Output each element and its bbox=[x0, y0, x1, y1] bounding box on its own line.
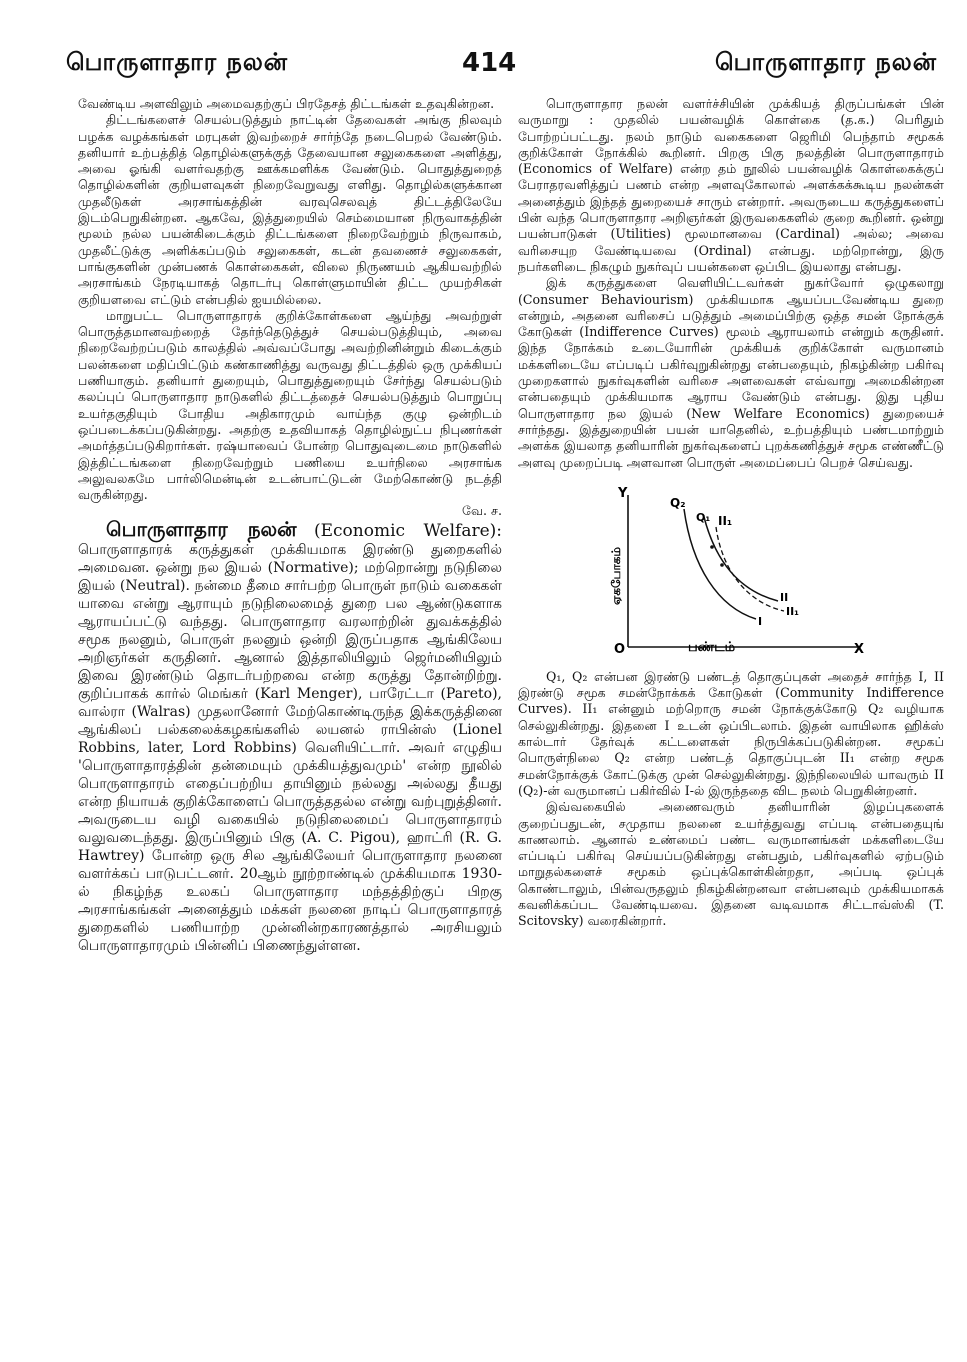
x-axis-label: பண்டம் bbox=[688, 639, 736, 655]
right-column bbox=[518, 96, 944, 930]
caption-text: Q₁, Q₂ என்பன இரண்டு பண்டத் தொகுப்புகள் அதைச் சார்ந்த I, II இரண்டு சமூக சமன்நோக்கக் கோடுகள் (Community Indifference Curves). II₁ என்னும் மற்றொரு சமன் நோக்குக்கோடு Q₂ வழியாக செல்லுகின்றது. இதனை I உடன் ஒப்பிடலாம். இதன் வாயிலாக ஹிக்ஸ் கால்டார் தேர்வுக் கட்டளைகள் நிருபிக்கப்படுகின்றன. சமூகப் பொருள்நிலை Q₂ என்ற பண்டத் தொகுப்புடன் II₁ என்ற சமூக சமன்நோக்குக் கோட்டுக்கு முன் செல்லுகின்றது. இந்நிலையில் யாவரும் II (Q₂)-ன் வருமானப் பகிர்வில் I-ல் இருந்ததை விட நலம் பெறுகின்றனர். bbox=[518, 668, 944, 798]
y-axis-letter: Y bbox=[618, 486, 628, 501]
origin-label: O bbox=[614, 641, 626, 657]
paragraph: பொருளாதார நலன் வளர்ச்சியின் முக்கியத் திருப்பங்கள் பின் வருமாறு : முதலில் பயன்வழிக் கொள்கை (த.க.) பெரிதும் போற்றப்பட்டது. நலம் நாடும் வகைகளை ஜெரிமி பெந்தாம் சமூகக் குறிக்கோள் நோக்கில் கூறினர். பிறகு பிகு நலத்தின் பொருளாதாரம் (Economics of Welfare) என்ற தம் நூலில் பயன்வழிக் கொள்கைக்குப் பேராதரவளித்துப் பணம் என்ற அளவுகோலால் அளக்கக்கூடிய நலன்கள் அனைத்தும் இந்தத் துறையைச் சாரும் என்றார். அவருடைய கருத்துகளைப் பின் வந்த பொருளாதார அறிஞர்கள் இருவகைகளில் குறை கூறினர். ஒன்று பயன்பாடுகள் (Utilities) மூலமானவை (Cardinal) அல்ல; அவை வரிசையுற வேண்டியவை (Ordinal) என்பது. மற்றொன்று, இரு நபர்களிடை நிகழும் நுகர்வுப் பயன்களை ஒப்பிட இயலாது என்பது. bbox=[518, 96, 944, 274]
curve-ii bbox=[704, 517, 778, 601]
running-head-right: பொருளாதார நலன் bbox=[714, 48, 937, 76]
point-q1 bbox=[720, 563, 724, 567]
label-q1: Q₁ bbox=[696, 510, 711, 524]
page-number: 414 bbox=[462, 48, 517, 78]
paragraph: இக் கருத்துகளை வெளியிட்டவர்கள் நுகர்வோர் ஒழுகலாறு (Consumer Behaviourism) முக்கியமாக ஆயப்படவேண்டிய துறை என்றும், அதனை வரிசைப் படுத்தும் அமைப்பிற்கு ஒத்த சமன் நோக்குக் கோடுகள் (Indifference Curves) மூலம் ஆராயலாம் என்றும் கருதினர். இந்த நோக்கம் உடையோரின் முக்கியக் குறிக்கோள் வருமானம் மக்களிடையே எப்படிப் பகிர்வுறுகின்றது என்பதையும், நிகழ்கின்ற பகிர்வு முறைகளால் நுகர்வுகளின் வரிசை அளவைகள் எவ்வாறு அமைகின்றன என்பதையும் முக்கியமாக ஆராய வேண்டும் என்பது. இது புதிய பொருளாதார நல இயல் (New Welfare Economics) துறையைச் சார்ந்தது. இத்துறையின் பயன் யாதெனில், உற்பத்தியும் பண்டமாற்றும் அளக்க இயலாத தனியாரின் நுகர்வுகளைப் புறக்கணித்துச் சமூக எண்ணீட்டு அளவு முறைப்படி அளவான பொருள் அமைப்பைப் பெறச் செய்வது. bbox=[518, 275, 944, 470]
point-q2 bbox=[710, 545, 714, 549]
entry-heading bbox=[78, 516, 503, 955]
paragraph: இவ்வகையில் அணைவரும் தனியாரின் இழப்புகளைக் குறைப்பதுடன், சமுதாய நலனை உயர்த்துவது எப்படி என்பதையுங் காணலாம். ஆனால் உண்மைப் பண்ட வருமானங்கள் மக்களிடையே எப்படிப் பகிர்வு செய்யப்படுகின்றது என்பதும், பகிர்வுகளில் ஏற்படும் மாறுதல்களைச் சமூகம் ஒப்புக்கொள்கின்றதா, அப்படி ஒப்புக் கொண்டாலும், பின்வருதலும் நிகழ்கின்றனவா என்பனவும் முக்கியமாகக் கவனிக்கப்பட வேண்டியவை. இதனை வடிவமாக சிட்டாவ்ஸ்கி (T. Scitovsky) வரைகின்றார். bbox=[518, 799, 944, 929]
paragraph: வேண்டிய அளவிலும் அமைவதற்குப் பிரதேசத் திட்டங்கள் உதவுகின்றன. bbox=[78, 96, 495, 111]
entry-body: பொருளாதாரக் கருத்துகள் முக்கியமாக இரண்டு துறைகளில் அமைவன. ஒன்று நல இயல் (Normative); மற்றொன்று நடுநிலை இயல் (Neutral). நன்மை தீமை சார்பற்ற பொருள் நாடும் வகைகள் யாவை என்று ஆராயும் நடுநிலைமைத் துறை பல ஆண்டுகளாக ஆராயப்பட்டு வந்தது. பொருளாதார வரலாற்றின் துவக்கத்தில் சமூக நலனும், பொருள் நலனும் ஒன்றி இருப்பதாக ஆங்கிலேய அறிஞர்கள் கருதினர். ஆனால் இத்தாலியிலும் ஜெர்மனியிலும் இவை இரண்டும் தொடர்பற்றவை என்ற கருத்து தோன்றிற்று. குறிப்பாகக் கார்ல் மெங்கர் (Karl Menger), பாரேட்டா (Pareto), வால்ரா (Walras) முதலானோர் மேற்கொண்டிருந்த இக்கருத்தினை ஆங்கிலப் பல்கலைக்கழகங்களில் லயனல் ராபின்ஸ் (Lionel Robbins, later, Lord Robbins) வெளியிட்டார். அவர் எழுதிய 'பொருளாதாரத்தின் தன்மையும் முக்கியத்துவமும்' என்ற நூலில் பொருளாதாரம் எதைப்பற்றிய தாயினும் நல்லது அல்லது தீயது என்ற நியாயக் குறிக்கோளைப் பொருத்ததல்ல என்று வற்புறுத்தினர். அவருடைய வழி வகையில் நடுநிலைமைப் பொருளாதாரம் வலுவடைந்தது. இருப்பினும் பிகு (A. C. Pigou), ஹாட்ரி (R. G. Hawtrey) போன்ற ஒரு சில ஆங்கிலேயர் பொருளாதார நலனை வளர்க்கப் பாடுபட்டனர். 20ஆம் நூற்றாண்டில் முக்கியமாக 1930-ல் நிகழ்ந்த உலகப் பொருளாதார மந்தத்திற்குப் பிறகு அரசாங்கங்கள் அனைத்தும் மக்கள் நலனை நாடிப் பொருளாதாரத் துறைகளில் பணியாற்ற முன்னின்றகாரணத்தால் அரசியலும் பொருளாதாரமும் பின்னிப் பிணைந்துள்ளன. bbox=[78, 541, 502, 954]
entry-term-english: (Economic Welfare): bbox=[313, 520, 503, 541]
label-ii1-top: II₁ bbox=[718, 513, 733, 528]
y-axis-label: ஏகபோகம் bbox=[609, 546, 623, 605]
label-i: I bbox=[758, 614, 763, 628]
label-q2: Q₂ bbox=[670, 495, 686, 510]
running-head-left: பொருளாதார நலன் bbox=[66, 48, 289, 76]
paragraph: திட்டங்களைச் செயல்படுத்தும் நாட்டின் தேவைகள் அங்கு நிலவும் பழக்க வழக்கங்கள் மரபுகள் இவற்றைச் சார்ந்தே நடைபெறல் வேண்டும். தனியார் உற்பத்தித் தொழில்களுக்குத் தேவையான சலுகைகளை அளித்து, அவை ஓங்கி வளர்வதற்கு ஊக்கமளிக்க வேண்டும். பொதுத்துறைத் தொழில்களின் குறியளவுகள் நிறைவேறுவது எளிது. தொழில்களுக்கான முதலீடுகள் அரசாங்கத்தின் வரவுசெலவுத் திட்டத்திலேயே இடம்பெறுகின்றன. ஆகவே, இத்துறையில் செம்மையான நிருவாகத்தின் மூலம் நல்ல பயன்கிடைக்கும் திட்டங்களை நிறைவேற்றும் நிருவாகம், முதலீட்டுக்கு அளிக்கப்படும் சலுகைகள், கடன் தவணைச் சலுகைகள், பாங்குகளின் முன்பணக் கொள்கைகள், விலை நிருணயம் ஆகியவற்றில் அரசாங்கம் நேரடியாகத் தொடர்பு கொள்ளுமாயின் திட்ட முயற்சிகள் குறியளவை எட்டும் என்பதில் ஐயமில்லை. bbox=[78, 112, 503, 307]
label-ii1-bottom: II₁ bbox=[786, 604, 800, 618]
entry-term: பொருளாதார நலன் bbox=[106, 516, 297, 541]
figure-caption bbox=[518, 669, 944, 799]
label-ii: II bbox=[780, 590, 789, 604]
paragraph: மாறுபட்ட பொருளாதாரக் குறிக்கோள்களை ஆய்ந்து அவற்றுள் பொருத்தமானவற்றைத் தேர்ந்தெடுத்துச் செயல்படுத்தியும், அவை நிறைவேற்றப்படும் காலத்தில் அவ்வப்போது அவற்றினின்றும் கிடைக்கும் பலன்களை மதிப்பிட்டும் கண்காணித்து வருவது திட்டத்தில் ஒரு முக்கியப் பணியாகும். தனியார் துறையும், பொதுத்துறையும் சேர்ந்து செயல்படும் கலப்புப் பொருளாதார நாடுகளில் திட்டத்தைச் செயல்படுத்தும் பொறுப்பு உயர்தகுதியும் போதிய அதிகாரமும் வாய்ந்த குழு ஒன்றிடம் ஒப்படைக்கப்படுகின்றது. அதற்கு உதவியாகத் தொழில்நுட்ப நிபுணர்கள் அமர்த்தப்படுகிறார்கள். ரஷ்யாவைப் போன்ற பொதுவுடைமை நாடுகளில் இத்திட்டங்களை நிறைவேற்றும் பணியை உயர்நிலை அரசாங்க அலுவலகமே பார்லிமென்டின் உடன்பாட்டுடன் மேற்கொண்டு நடத்தி வருகின்றது. bbox=[78, 307, 502, 503]
author-initials: வே. ச. bbox=[462, 503, 502, 519]
x-axis-letter: X bbox=[854, 641, 865, 657]
indifference-curve-figure bbox=[608, 487, 868, 663]
left-column bbox=[78, 96, 502, 955]
curve-ii1 bbox=[716, 527, 784, 611]
